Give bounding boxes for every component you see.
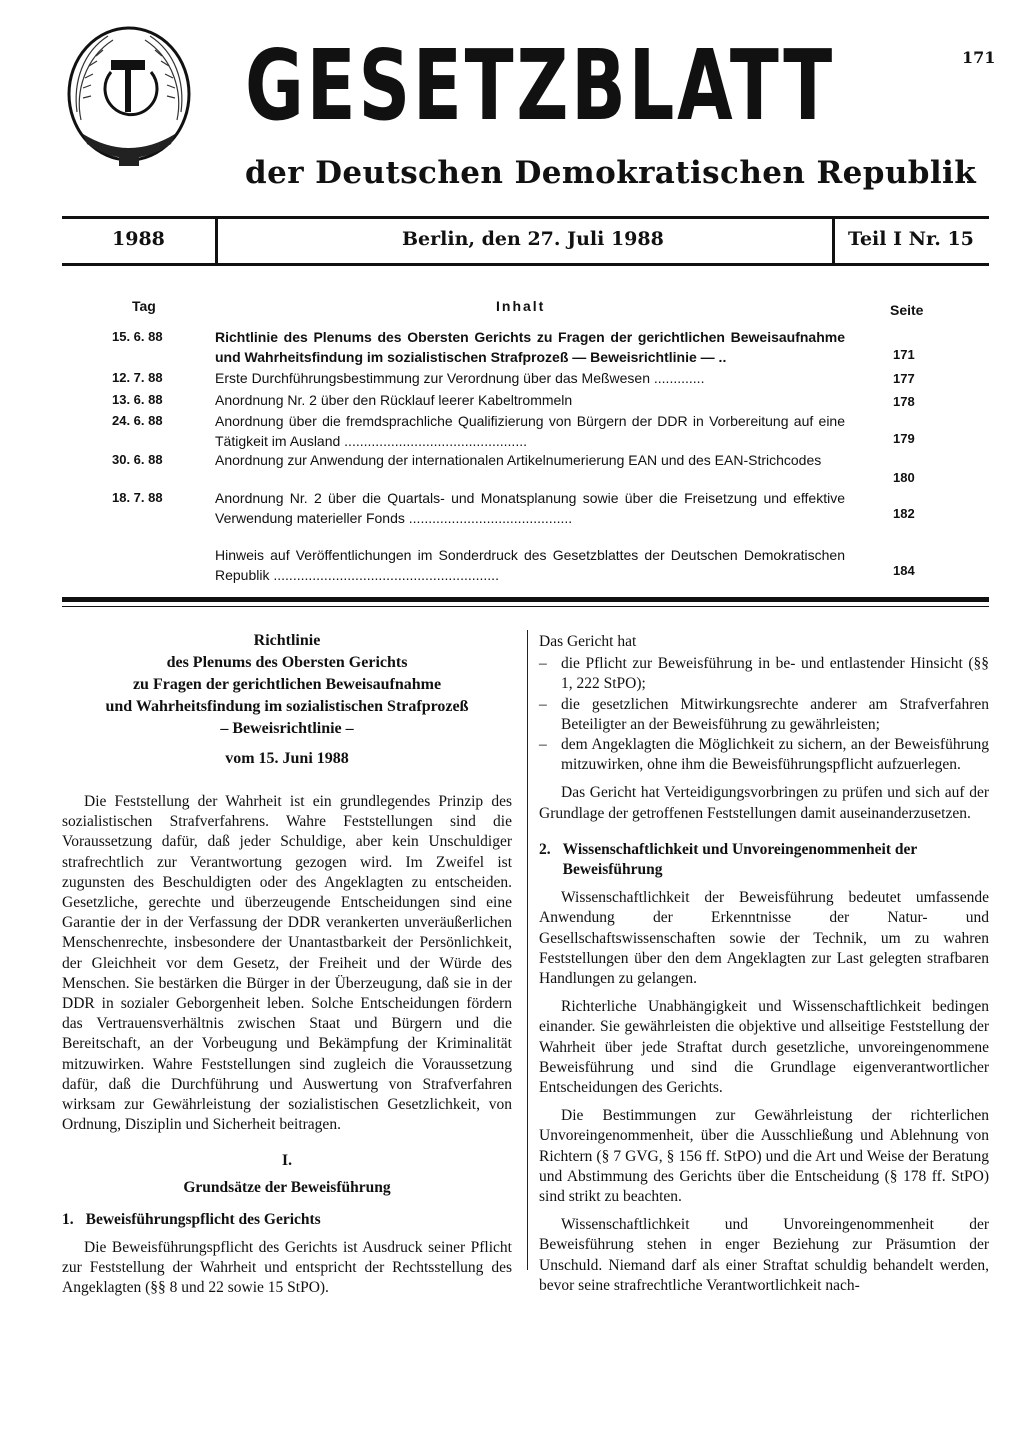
- list-item: – dem Angeklagten die Möglichkeit zu sichern, an der Beweisführung mitzuwirken, ohne ihm die Beweisführungspflicht aufzuerlegen.: [539, 735, 989, 775]
- part-numeral: I.: [282, 1152, 292, 1170]
- page-number: 171: [962, 48, 996, 67]
- toc-page: 179: [893, 431, 915, 446]
- article-date-line: vom 15. Juni 1988: [225, 750, 349, 767]
- toc-header-page: Seite: [890, 302, 924, 318]
- toc-header-day: Tag: [132, 298, 156, 314]
- toc-page: 178: [893, 394, 915, 409]
- column-divider: [527, 630, 528, 1270]
- article-title-line: – Beweisrichtlinie –: [220, 720, 354, 737]
- defense-paragraph: Das Gericht hat Verteidigungsvorbringen zu prüfen und sich auf der Grundlage der getroffenen Feststellungen damit auseinanderzusetzen.: [539, 784, 989, 822]
- section-1-number: 1.: [62, 1210, 74, 1228]
- article-title-line: Richtlinie: [253, 632, 321, 649]
- section-2-paragraph: Wissenschaftlichkeit und Unvoreingenommenheit der Beweisführung stehen in enger Beziehung zur Präsumtion der Unschuld. Niemand darf als einer Straftat schuldig behandelt werden, bevor seine strafrechtliche Verantwortlichkeit nach-: [539, 1216, 989, 1294]
- toc-date: 15. 6. 88: [112, 329, 163, 344]
- section-2-number: 2.: [539, 840, 551, 858]
- header-bottom-rule: [62, 263, 989, 266]
- issue-part-number: Teil I Nr. 15: [848, 228, 974, 250]
- article-title-line: des Plenums des Obersten Gerichts: [166, 654, 408, 671]
- masthead-title: GESETZBLATT: [245, 30, 835, 143]
- header-divider-right: [832, 216, 835, 266]
- section-rule-thick: [62, 597, 989, 602]
- ddr-state-emblem-icon: [63, 22, 195, 177]
- toc-date: 18. 7. 88: [112, 490, 163, 505]
- toc-title: Anordnung Nr. 2 über die Quartals- und Monatsplanung sowie über die Freisetzung und effektive Verwendung materieller Fonds ..........................................: [215, 490, 845, 526]
- toc-notice-page: 184: [893, 563, 915, 578]
- section-1-heading: [62, 1210, 512, 1230]
- section-1-paragraph: Die Beweisführungspflicht des Gerichts ist Ausdruck seiner Pflicht zur Feststellung der Wahrheit und entspricht der Rechtsstellung des Angeklagten (§§ 8 und 22 sowie 15 StPO).: [62, 1239, 512, 1297]
- article-title-line: zu Fragen der gerichtlichen Beweisaufnahme: [132, 676, 442, 693]
- toc-title: Richtlinie des Plenums des Obersten Gerichts zu Fragen der gerichtlichen Beweisaufnahme und Wahrheitsfindung im sozialistischen Strafprozeß — Beweisrichtlinie — ..: [215, 329, 845, 365]
- toc-title: Anordnung über die fremdsprachliche Qualifizierung von Bürgern der DDR in Vorbereitung auf eine Tätigkeit im Ausland ...............................................: [215, 413, 845, 449]
- toc-title: Anordnung zur Anwendung der internationalen Artikelnumerierung EAN und des EAN-Strichcodes: [215, 452, 822, 468]
- court-duties-list: [539, 654, 989, 775]
- toc-date: 24. 6. 88: [112, 413, 163, 428]
- section-2-heading: [539, 840, 989, 880]
- article-title-line: und Wahrheitsfindung im sozialistischen Strafprozeß: [105, 698, 469, 715]
- toc-page: 177: [893, 371, 915, 386]
- toc-header-content: Inhalt: [496, 298, 546, 314]
- section-1-title: Beweisführungspflicht des Gerichts: [85, 1210, 321, 1228]
- issue-year: 1988: [112, 228, 165, 250]
- intro-paragraph: Die Feststellung der Wahrheit ist ein grundlegendes Prinzip des sozialistischen Strafverfahrens. Wahre Feststellungen sind die Voraussetzung dafür, daß jeder Schuldige, aber kein Unschuldiger strafrechtlich zur Verantwortung gezogen wird. Im Zweifel ist zugunsten des Beschuldigten oder des Angeklagten zu entscheiden. Gesetzliche, gerechte und überzeugende Entscheidungen sind eine Garantie der in der Verfassung der DDR verankerten unveräußerlichen Menschenrechte, insbesondere der Unantastbarkeit der Persönlichkeit, der Gleichheit vor dem Gesetz, der Freiheit und der Würde des Menschen. Sie bestärken die Bürger in der Überzeugung, daß sie in der DDR in sozialer Geborgenheit leben. Solche Entscheidungen fördern das Vertrauensverhältnis zwischen Staat und Bürgern und die Bereitschaft, an der Vorbeugung und Bekämpfung der Kriminalität mitzuwirken. Wahre Feststellungen sind zugleich die Voraussetzung dafür, daß die Durchführung und Auswertung von Strafverfahren wirksam zur Gewährleistung der sozialistischen Gesetzlichkeit, von Ordnung, Disziplin und Sicherheit beitragen.: [62, 793, 512, 1134]
- article-title: [62, 630, 512, 770]
- list-item: – die gesetzlichen Mitwirkungsrechte anderer am Strafverfahren Beteiligter an der Beweisführung zu gewährleisten;: [539, 695, 989, 735]
- list-item: – die Pflicht zur Beweisführung in be- und entlastender Hinsicht (§§ 1, 222 StPO);: [539, 654, 989, 694]
- toc-title: Anordnung Nr. 2 über den Rücklauf leerer Kabeltrommeln: [215, 392, 573, 408]
- section-2-paragraph: Wissenschaftlichkeit der Beweisführung bedeutet umfassende Anwendung der Erkenntnisse der Natur- und Gesellschaftswissenschaften sowie der Technik, um zu wahren Feststellungen über den dem Angeklagten zur Last gelegten strafbaren Handlungen zu gelangen.: [539, 889, 989, 988]
- toc-page: 171: [893, 347, 915, 362]
- court-duties-intro: Das Gericht hat: [539, 633, 637, 650]
- toc-notice-text: Hinweis auf Veröffentlichungen im Sonderdruck des Gesetzblattes der Deutschen Demokratischen Republik ..........................................................: [215, 547, 845, 583]
- issue-place-date: Berlin, den 27. Juli 1988: [402, 228, 664, 250]
- header-divider-left: [215, 216, 218, 266]
- masthead-subtitle: der Deutschen Demokratischen Republik: [245, 155, 977, 191]
- toc-date: 13. 6. 88: [112, 392, 163, 407]
- header-top-rule: [62, 216, 989, 219]
- section-rule-thin: [62, 606, 989, 607]
- toc-date: 30. 6. 88: [112, 452, 163, 467]
- section-2-title: Wissenschaftlichkeit und Unvoreingenommenheit der Beweisführung: [562, 840, 917, 879]
- section-2-paragraph: Richterliche Unabhängigkeit und Wissenschaftlichkeit bedingen einander. Sie gewährleisten die objektive und allseitige Feststellung der Wahrheit über jede Straftat durch gesetzliche, unvoreingenommene Beweisführung und sind die Grundlage eigenverantwortlicher Entscheidungen des Gerichts.: [539, 998, 989, 1097]
- article-right-column: [539, 632, 989, 1304]
- section-2-paragraph: Die Bestimmungen zur Gewährleistung der richterlichen Unvoreingenommenheit, über die Ausschließung und Ablehnung von Richtern (§ 7 GVG, § 156 ff. StPO) und die Art und Weise der Beratung und Abstimmung des Gerichts über die Entscheidung (§ 178 ff. StPO) sind strikt zu beachten.: [539, 1107, 989, 1206]
- article-left-column: [62, 630, 512, 1307]
- toc-date: 12. 7. 88: [112, 370, 163, 385]
- toc-page: 182: [893, 506, 915, 521]
- toc-title: Erste Durchführungsbestimmung zur Verordnung über das Meßwesen .............: [215, 370, 705, 386]
- toc-page: 180: [893, 470, 915, 485]
- part-title: Grundsätze der Beweisführung: [183, 1178, 391, 1196]
